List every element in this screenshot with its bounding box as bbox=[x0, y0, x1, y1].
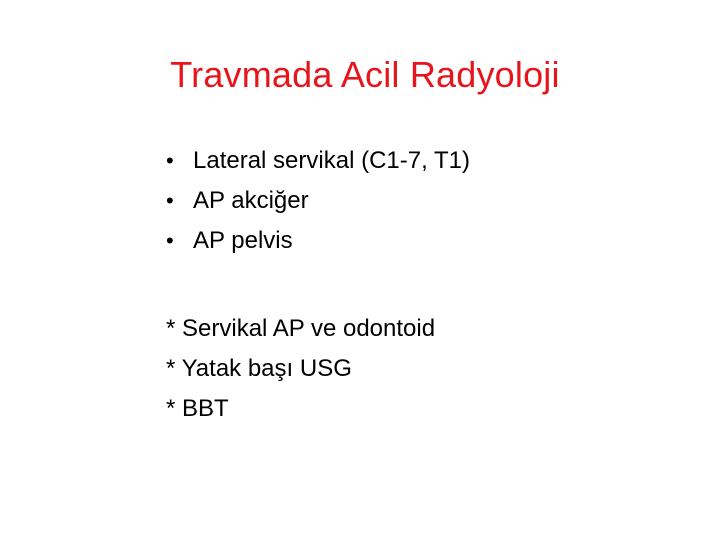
bullet-item bbox=[166, 181, 470, 221]
note-item: * Servikal AP ve odontoid bbox=[166, 315, 436, 342]
bullet-dot-icon: • bbox=[166, 188, 174, 213]
bullet-dot-icon: • bbox=[166, 228, 174, 253]
bullet-text: Lateral servikal (C1-7, T1) bbox=[193, 147, 470, 174]
bullet-dot-icon: • bbox=[166, 148, 174, 173]
bullet-list bbox=[166, 141, 470, 261]
bullet-text: AP akciğer bbox=[193, 187, 309, 214]
bullet-item bbox=[166, 141, 470, 181]
slide-title: Travmada Acil Radyoloji bbox=[170, 54, 560, 95]
note-item: * BBT bbox=[166, 395, 229, 422]
notes-list bbox=[166, 309, 435, 429]
note-item: * Yatak başı USG bbox=[166, 355, 352, 382]
bullet-item bbox=[166, 221, 470, 261]
bullet-text: AP pelvis bbox=[193, 227, 293, 254]
